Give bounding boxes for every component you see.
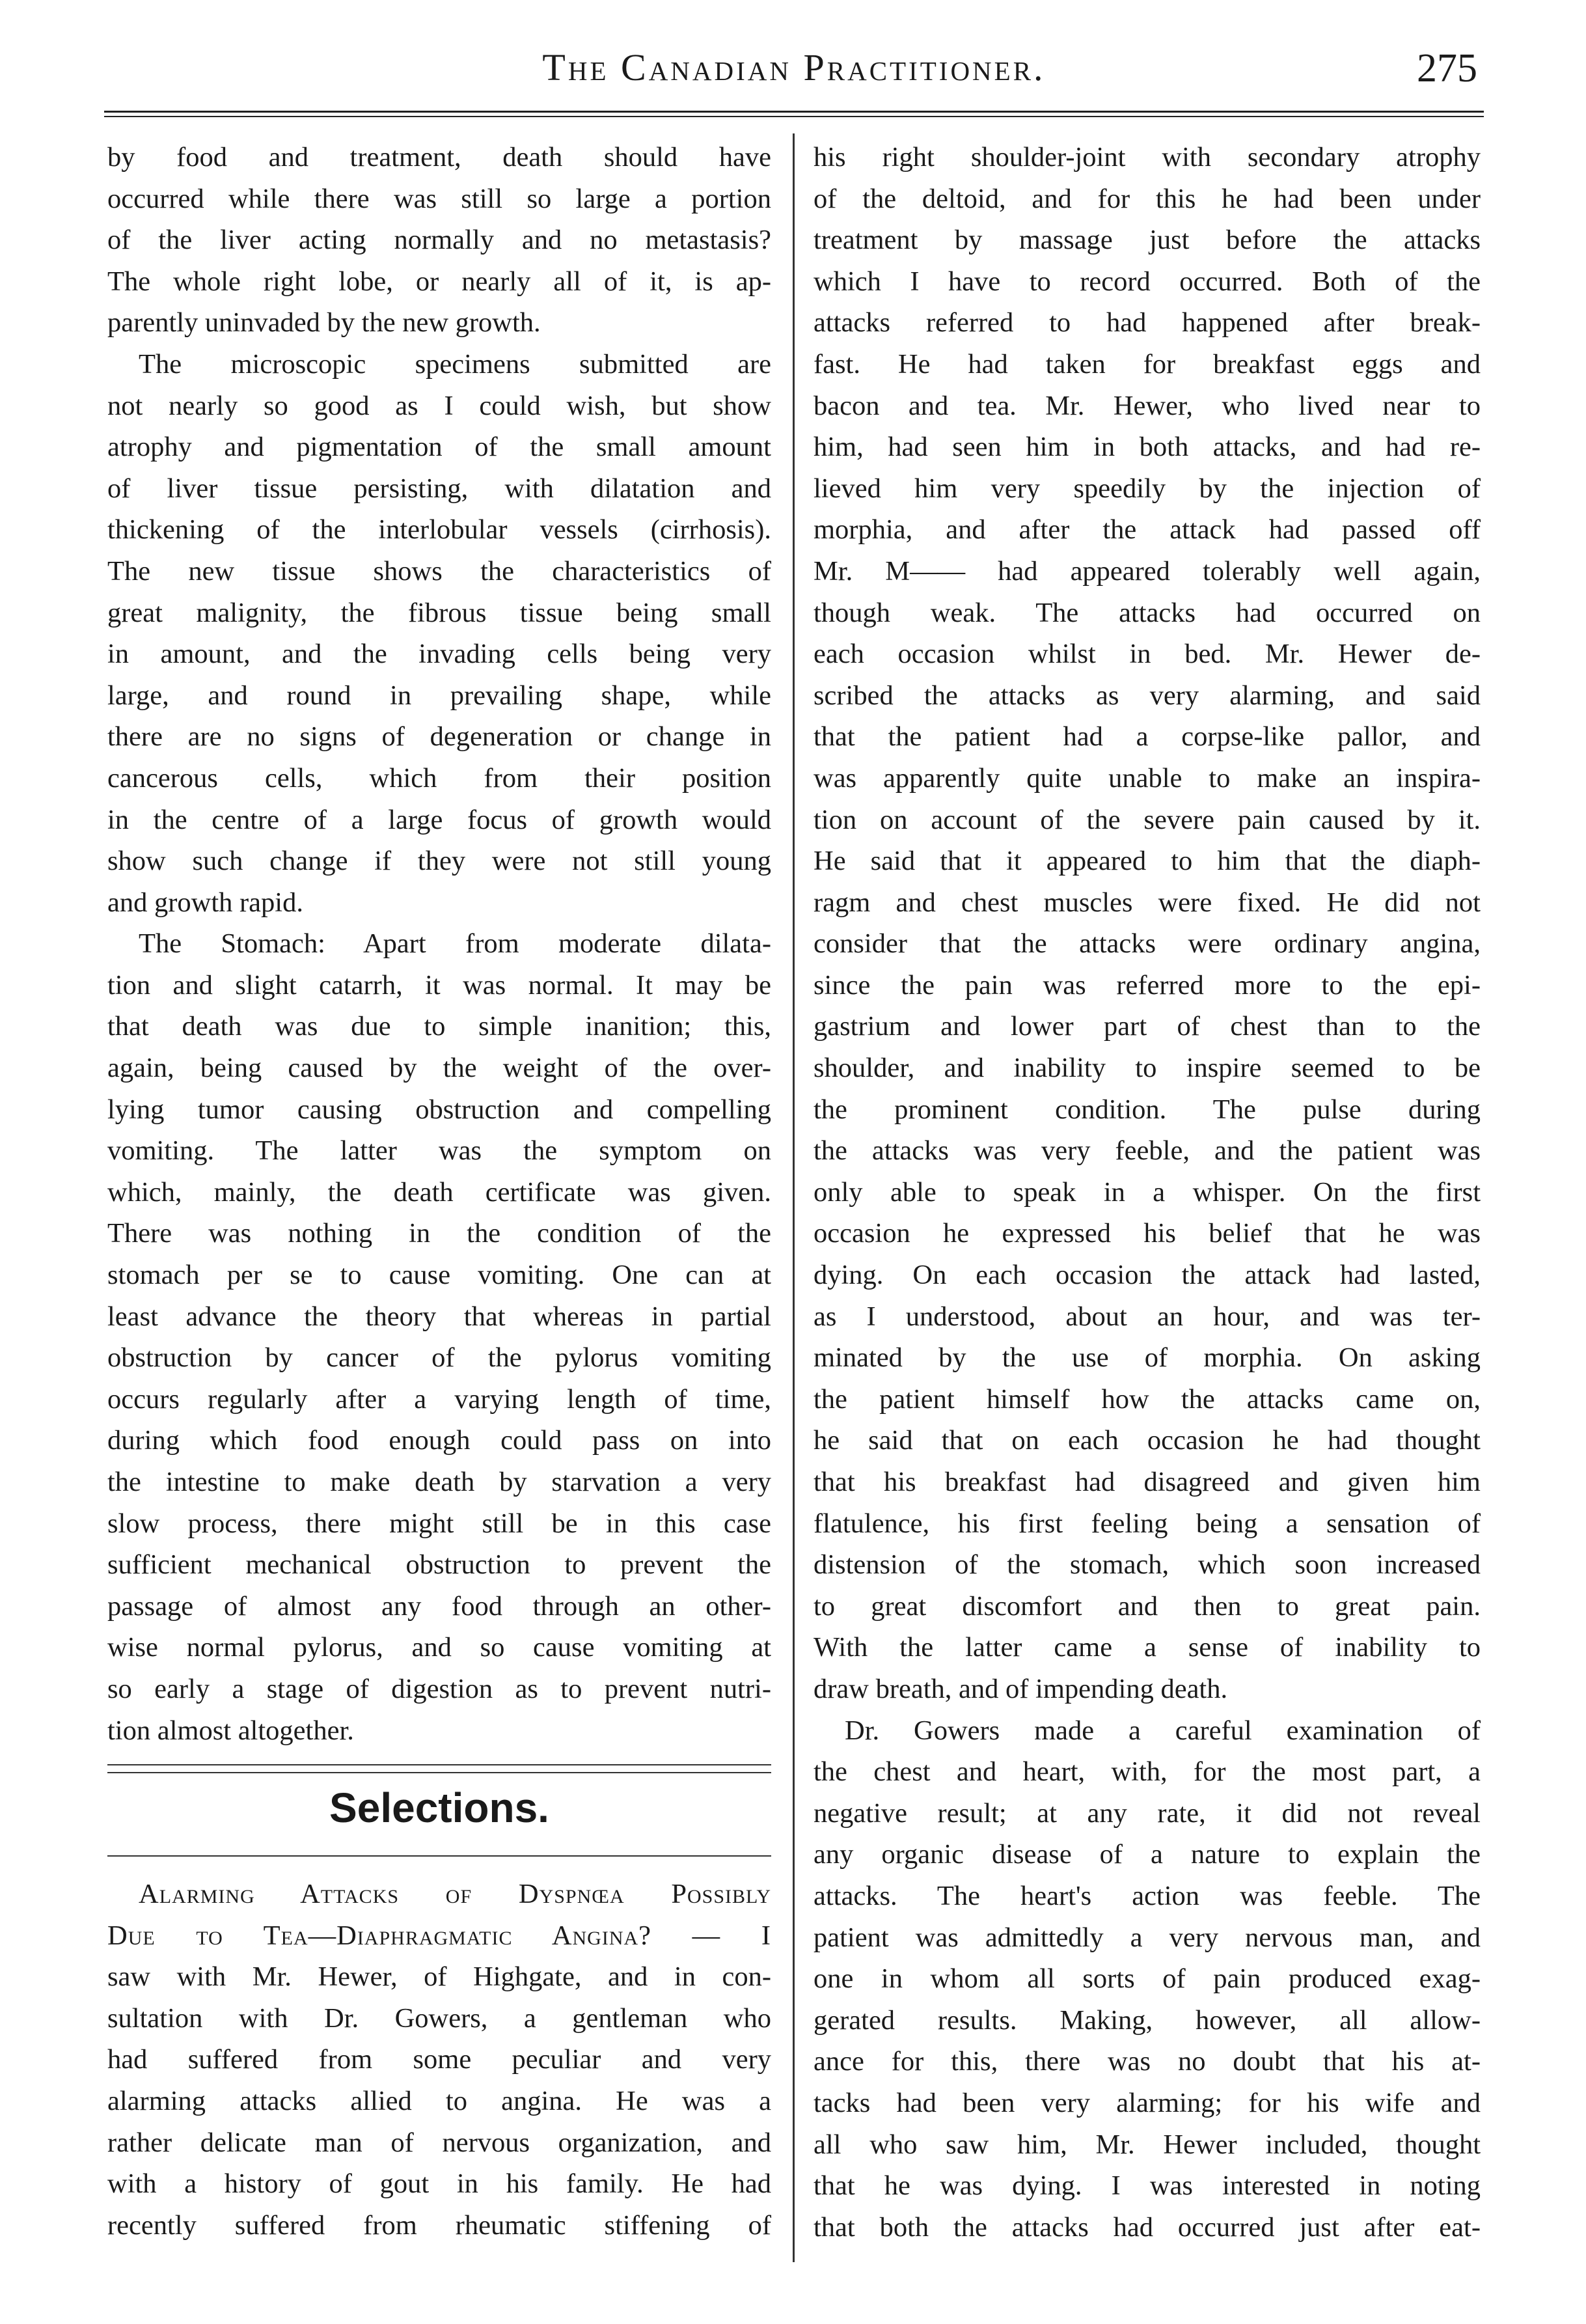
text-line: all who saw him, Mr. Hewer included, thought [814,2129,1481,2160]
text-line: fast. He had taken for breakfast eggs and [814,348,1481,380]
text-line: attacks referred to had happened after break- [814,307,1481,339]
text-line: With the latter came a sense of inability to [814,1632,1481,1663]
text-line: lieved him very speedily by the injection of [814,473,1481,504]
text-line: saw with Mr. Hewer, of Highgate, and in con- [107,1961,771,1993]
text-line: in the centre of a large focus of growth would [107,804,771,835]
text-line: morphia, and after the attack had passed off [814,514,1481,546]
text-line: There was nothing in the condition of the [107,1218,771,1249]
journal-title: The Canadian Practitioner. [542,46,1046,89]
text-line: tacks had been very alarming; for his wife and [814,2087,1481,2118]
text-line: The new tissue shows the characteristics of [107,555,771,587]
text-line: patient was admittedly a very nervous man, and [814,1922,1481,1953]
text-line: atrophy and pigmentation of the small amount [107,432,771,463]
section-rule-top [107,1764,771,1765]
text-line: the intestine to make death by starvation a very [107,1467,771,1497]
selection-article [107,1874,771,2246]
text-line: Dr. Gowers made a careful examination of [845,1715,1481,1746]
text-line: distension of the stomach, which soon increased [814,1549,1481,1581]
text-line: each occasion whilst in bed. Mr. Hewer de- [814,639,1481,670]
text-line: that both the attacks had occurred just after eat- [814,2211,1481,2243]
text-line: which, mainly, the death certificate was given. [107,1176,771,1208]
section-title-rule [107,1855,771,1857]
text-line: slow process, there might still be in this case [107,1508,771,1539]
text-line: parently uninvaded by the new growth. [107,307,541,339]
text-line: show such change if they were not still young [107,846,771,877]
text-line: that the patient had a corpse-like pallor, and [814,721,1481,753]
text-line: lying tumor causing obstruction and compelling [107,1094,771,1125]
text-line: so early a stage of digestion as to prevent nutri- [107,1673,771,1704]
text-line: he said that on each occasion he had thought [814,1425,1481,1456]
header-rule [104,111,1484,117]
text-line: gastrium and lower part of chest than to the [814,1011,1481,1042]
text-line: of liver tissue persisting, with dilatation and [107,473,771,504]
text-line: wise normal pylorus, and so cause vomiting at [107,1632,771,1663]
text-line: in amount, and the invading cells being very [107,639,771,670]
text-line: cancerous cells, which from their position [107,762,771,794]
text-line: draw breath, and of impending death. [814,1673,1228,1704]
text-line: his right shoulder-joint with secondary atrophy [814,142,1481,173]
text-line: of the liver acting normally and no metastasis? [107,225,771,256]
text-line: dying. On each occasion the attack had lasted, [814,1260,1481,1291]
text-line: the patient himself how the attacks came on, [814,1383,1481,1415]
text-line: scribed the attacks as very alarming, and said [814,680,1481,711]
text-line: least advance the theory that whereas in partial [107,1301,771,1332]
text-line: of the deltoid, and for this he had been under [814,183,1481,214]
text-line: only able to speak in a whisper. On the first [814,1176,1481,1208]
text-line: tion almost altogether. [107,1715,354,1746]
section-rule-bottom [107,1772,771,1773]
section-title: Selections. [329,1784,549,1831]
text-line: occurred while there was still so large a portion [107,183,771,214]
text-line: ragm and chest muscles were fixed. He did not [814,887,1481,918]
text-line: negative result; at any rate, it did not reveal [814,1797,1481,1829]
text-line: passage of almost any food through an other- [107,1590,771,1622]
text-line: with a history of gout in his family. He had [107,2168,771,2200]
text-line: The Stomach: Apart from moderate dilata- [139,928,771,960]
text-line: not nearly so good as I could wish, but show [107,390,771,421]
right-column [814,137,1481,2248]
text-line: The microscopic specimens submitted are [139,348,771,380]
text-line: again, being caused by the weight of the over- [107,1053,771,1084]
text-line: during which food enough could pass on into [107,1425,771,1456]
text-line: the attacks was very feeble, and the patient was [814,1135,1481,1167]
text-line: though weak. The attacks had occurred on [814,597,1481,628]
text-line: tion on account of the severe pain caused by it. [814,804,1481,835]
text-line: stomach per se to cause vomiting. One can at [107,1260,771,1291]
text-line: great malignity, the fibrous tissue being small [107,597,771,628]
text-line: occurs regularly after a varying length of time, [107,1383,771,1415]
text-line: to great discomfort and then to great pain. [814,1590,1481,1622]
text-line: large, and round in prevailing shape, while [107,680,771,711]
text-line: treatment by massage just before the attacks [814,225,1481,256]
text-line: attacks. The heart's action was feeble. The [814,1880,1481,1911]
text-line: the prominent condition. The pulse during [814,1094,1481,1125]
text-line: thickening of the interlobular vessels (cirrhosis). [107,514,771,546]
text-line: shoulder, and inability to inspire seemed to be [814,1053,1481,1084]
text-line: since the pain was referred more to the epi- [814,969,1481,1001]
text-line: alarming attacks allied to angina. He was a [107,2085,771,2116]
text-line: gerated results. Making, however, all allow- [814,2004,1481,2036]
text-line: ance for this, there was no doubt that his at- [814,2046,1481,2077]
text-line: there are no signs of degeneration or change in [107,721,771,753]
text-line: and growth rapid. [107,887,303,918]
left-column [107,137,771,1751]
text-line: that his breakfast had disagreed and given him [814,1467,1481,1497]
text-line: occasion he expressed his belief that he was [814,1218,1481,1249]
text-line: Mr. M—— had appeared tolerably well again, [814,555,1481,587]
column-divider [793,133,795,2262]
text-line: minated by the use of morphia. On asking [814,1342,1481,1374]
text-line: vomiting. The latter was the symptom on [107,1135,771,1167]
text-line: The whole right lobe, or nearly all of it, is ap- [107,266,771,297]
text-line: flatulence, his first feeling being a sensation of [814,1508,1481,1539]
text-line: sultation with Dr. Gowers, a gentleman who [107,2002,771,2034]
page-number: 275 [1417,46,1477,90]
text-line: was apparently quite unable to make an inspira- [814,762,1481,794]
text-line: that death was due to simple inanition; this, [107,1011,771,1042]
text-line: consider that the attacks were ordinary angina, [814,928,1481,960]
text-line: recently suffered from rheumatic stiffening of [107,2209,771,2241]
page-header [104,46,1484,111]
text-line: tion and slight catarrh, it was normal. It may be [107,969,771,1001]
text-line: had suffered from some peculiar and very [107,2044,771,2075]
text-line: one in whom all sorts of pain produced exag- [814,1963,1481,1995]
text-line: Due to Tea—Diaphragmatic Angina? — I [107,1920,771,1951]
text-line: any organic disease of a nature to explain the [814,1839,1481,1870]
text-line: as I understood, about an hour, and was ter- [814,1301,1481,1332]
text-line: rather delicate man of nervous organization, and [107,2127,771,2158]
text-line: that he was dying. I was interested in noting [814,2170,1481,2202]
text-line: He said that it appeared to him that the diaph- [814,846,1481,877]
text-line: bacon and tea. Mr. Hewer, who lived near to [814,390,1481,421]
text-line: by food and treatment, death should have [107,142,771,173]
text-line: Alarming Attacks of Dyspnœa Possibly [139,1879,771,1909]
text-line: the chest and heart, with, for the most part, a [814,1756,1481,1788]
text-line: him, had seen him in both attacks, and had re- [814,432,1481,463]
text-line: which I have to record occurred. Both of the [814,266,1481,297]
text-line: sufficient mechanical obstruction to prevent the [107,1549,771,1581]
text-line: obstruction by cancer of the pylorus vomiting [107,1342,771,1374]
